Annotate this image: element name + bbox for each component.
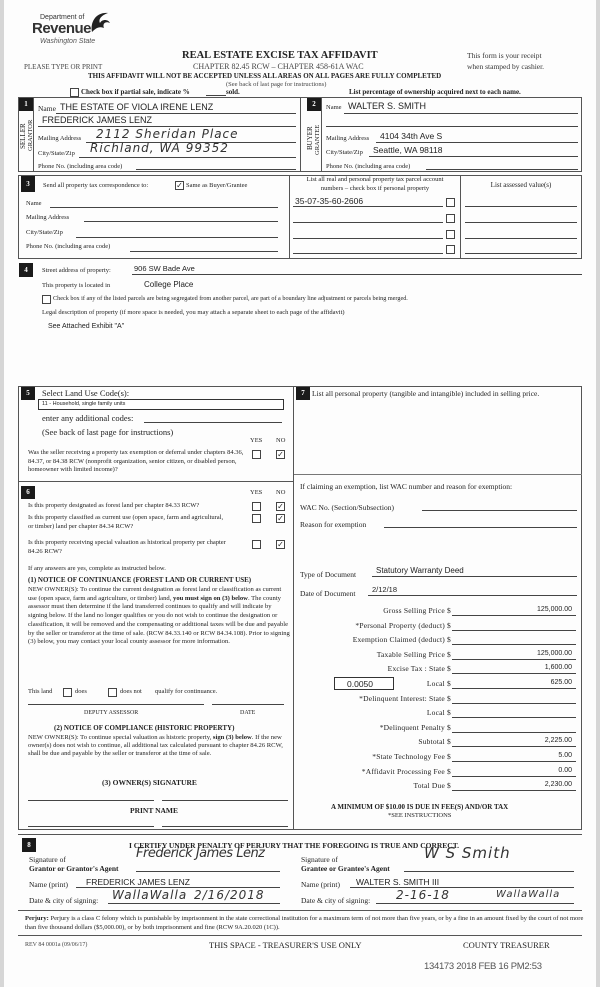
see-back-note: (See back of last page for instructions) [226, 81, 327, 88]
personal-property-label: List all personal property (tangible and intangible) included in selling price. [312, 389, 540, 398]
notice1-text-bold: you must sign on (3) below [173, 594, 248, 602]
current-use-yes-checkbox[interactable] [252, 514, 261, 523]
divider [321, 97, 322, 172]
seller-name-label: Name [38, 104, 56, 113]
tax-row-label: Gross Selling Price $ [383, 606, 451, 615]
grantee-signature-field[interactable] [404, 862, 574, 872]
exemption-reason-field[interactable] [384, 519, 577, 528]
logo-line-2: Revenue [32, 20, 92, 37]
wac-number-field[interactable] [422, 502, 577, 511]
section-8-badge: 8 [22, 838, 36, 852]
ownership-note: List percentage of ownership acquired next to each name. [349, 88, 521, 96]
notice-compliance-text [28, 734, 290, 758]
legal-description: See Attached Exhibit "A" [48, 323, 125, 330]
grantor-signature-label-2: Grantor or Grantor's Agent [29, 864, 119, 873]
correspondence-mailing-label: Mailing Address [26, 214, 70, 221]
personal-property-checkbox-4[interactable] [446, 245, 455, 254]
form-revision: REV 84 0001a (09/06/17) [25, 942, 88, 948]
assessed-value-field-2[interactable] [465, 214, 577, 223]
parcel-field-2[interactable] [293, 214, 443, 223]
grantee-name-label: Name (print) [301, 880, 340, 889]
logo-swirl-icon [88, 10, 112, 34]
document-type: Statutory Warranty Deed [376, 566, 464, 575]
tax-row-field[interactable] [452, 724, 576, 733]
county-treasurer-label: COUNTY TREASURER [463, 940, 550, 950]
section-2-badge: 2 [307, 98, 321, 111]
deputy-assessor-label: DEPUTY ASSESSOR [84, 710, 139, 716]
grantor-city: WallaWalla [112, 888, 188, 902]
document-date-label: Date of Document [300, 589, 356, 598]
correspondence-phone-field[interactable] [130, 243, 278, 252]
parcel-field-3[interactable] [293, 230, 443, 239]
personal-property-checkbox-3[interactable] [446, 230, 455, 239]
tax-row-label: Total Due $ [413, 781, 451, 790]
divider [18, 935, 582, 936]
no-header: NO [276, 437, 286, 444]
tax-row-value: 625.00 [550, 679, 572, 686]
land-use-select[interactable] [38, 399, 284, 410]
grantee-city: WallaWalla [496, 889, 561, 900]
section-1-badge: 1 [19, 98, 33, 111]
grantor-signature-label-1: Signature of [29, 855, 66, 864]
owner-print-name-line-2[interactable] [162, 826, 288, 827]
logo-line-1: Department of [40, 14, 85, 21]
this-land-label: This land [28, 688, 53, 695]
land-use-label: Select Land Use Code(s): [42, 388, 130, 398]
divider [300, 97, 301, 172]
current-use-question: Is this property classified as current use (open space, farm and agricultural, or timber) land per chapter 84.34 RCW? [28, 514, 224, 530]
tax-row-value: 125,000.00 [536, 606, 572, 613]
seller-phone-label: Phone No. (including area code) [38, 163, 123, 170]
buyer-phone-field[interactable] [426, 161, 578, 170]
divider [19, 481, 294, 482]
correspondence-city-field[interactable] [76, 229, 278, 238]
assessed-header: List assessed value(s) [490, 181, 552, 189]
notice2-text-bold: sign (3) below [212, 734, 252, 741]
tax-row-label: Exemption Claimed (deduct) $ [352, 635, 451, 644]
tax-row-value: 2,230.00 [544, 781, 572, 788]
seller-city: Richland, WA 99352 [90, 141, 229, 155]
notice-continuance-title: (1) NOTICE OF CONTINUANCE (FOREST LAND OR CURRENT USE) [28, 576, 252, 584]
dor-logo [32, 10, 122, 52]
divider [18, 910, 582, 911]
partial-sale-checkbox[interactable] [70, 88, 79, 97]
grantor-side-label: GRANTOR [27, 119, 34, 151]
buyer-mailing: 4104 34th Ave S [380, 131, 443, 141]
warning-banner: THIS AFFIDAVIT WILL NOT BE ACCEPTED UNLESS ALL AREAS ON ALL PAGES ARE FULLY COMPLETED [88, 72, 442, 80]
divider [460, 175, 461, 259]
buyer-city: Seattle, WA 98118 [373, 145, 443, 155]
tax-row-label: Local $ [426, 708, 451, 717]
seller-name-2: FREDERICK JAMES LENZ [42, 115, 153, 125]
tax-row-field[interactable] [452, 695, 576, 704]
deputy-assessor-signature-line[interactable] [28, 704, 204, 705]
correspondence-city-label: City/State/Zip [26, 229, 63, 236]
certification-statement: I CERTIFY UNDER PENALTY OF PERJURY THAT THE FOREGOING IS TRUE AND CORRECT. [129, 841, 460, 850]
correspondence-name-field[interactable] [50, 199, 278, 208]
buyer-city-label: City/State/Zip [326, 149, 363, 156]
section-3-badge: 3 [21, 176, 35, 192]
document-type-label: Type of Document [300, 570, 357, 579]
owner-print-name-line-1[interactable] [28, 826, 154, 827]
partial-sale-percent-field[interactable] [206, 88, 226, 96]
correspondence-name-label: Name [26, 200, 42, 207]
correspondence-phone-label: Phone No. (including area code) [26, 243, 111, 250]
same-as-buyer-label: Same as Buyer/Grantee [186, 182, 248, 189]
street-address-label: Street address of property: [42, 267, 111, 274]
divider [289, 175, 290, 259]
seller-name-1: THE ESTATE OF VIOLA IRENE LENZ [60, 102, 214, 112]
land-use-see-back: (See back of last page for instructions) [42, 427, 174, 437]
notice-compliance-title: (2) NOTICE OF COMPLIANCE (HISTORIC PROPERTY) [54, 724, 235, 732]
current-use-no-checkbox[interactable]: ✓ [277, 514, 284, 523]
divider [18, 834, 582, 835]
assessed-value-field-3[interactable] [465, 230, 577, 239]
seller-side-label: SELLER [19, 123, 27, 149]
exemption-no-checkbox[interactable]: ✓ [277, 450, 284, 459]
forest-land-question: Is this property designated as forest land per chapter 84.33 RCW? [28, 502, 200, 509]
buyer-side-label: BUYER [306, 126, 314, 150]
tax-row-label: Subtotal $ [418, 737, 451, 746]
street-address-field[interactable] [132, 265, 582, 275]
buyer-phone-label: Phone No. (including area code) [326, 163, 411, 170]
assessor-date-label: DATE [240, 710, 256, 716]
form-chapter: CHAPTER 82.45 RCW – CHAPTER 458-61A WAC [193, 62, 364, 71]
notice2-text-b: . If the new owner(s) does not wish to continue, all additional tax calculated pursuant to chapter 84.26 RCW, shall be due and payable by the seller or transferor at the time of sale. [28, 734, 283, 757]
segregated-label: Check box if any of the listed parcels are being segregated from another parcel, are part of a boundary line adjustment or parcels being merged. [53, 295, 408, 302]
buyer-mailing-label: Mailing Address [326, 135, 370, 142]
tax-row-label: Excise Tax : State $ [387, 664, 451, 673]
seller-mailing-label: Mailing Address [38, 135, 82, 142]
parcel-header-2: numbers – check box if personal property [320, 185, 430, 192]
tax-row-value: 5.00 [558, 752, 572, 759]
grantee-signature: W S Smith [424, 844, 511, 862]
if-yes-note: If any answers are yes, complete as instructed below. [28, 565, 166, 572]
grantor-signature: Frederick James Lenz [136, 846, 265, 861]
tax-row-label: *Personal Property (deduct) $ [355, 621, 451, 630]
exemption-reason-label: Reason for exemption [300, 520, 367, 529]
divider [294, 474, 582, 475]
please-type-label: PLEASE TYPE OR PRINT [24, 63, 103, 71]
grantee-signature-label-1: Signature of [301, 855, 338, 864]
qualify-label: qualify for continuance. [155, 688, 218, 695]
seller-mailing: 2112 Sheridan Place [96, 127, 239, 141]
yes-header: YES [250, 489, 263, 496]
perjury-text: Perjury is a class C felony which is punishable by imprisonment in the state correctional institution for a maximum term of not more than five years, or by a fine in an amount fixed by the court of not more than five thousand dollars ($5,000.00), or by both imprisonment and fine (RCW 9A.20.020 (1C)). [25, 915, 584, 931]
segregated-checkbox[interactable] [42, 295, 51, 304]
notice2-text-a: NEW OWNER(S): To continue special valuation as historic property, [28, 734, 212, 741]
grantee-date: 2-16-18 [396, 888, 450, 902]
treasurer-use-label: THIS SPACE - TREASURER'S USE ONLY [209, 940, 362, 950]
tax-row-label: *State Technology Fee $ [372, 752, 451, 761]
exemption-question: Was the seller receiving a property tax exemption or deferral under chapters 84.36, 84.37, or 84.38 RCW (nonprofit organization, senior citizen, or disabled person, homeowner with limited income)? [28, 449, 244, 473]
grantor-name: FREDERICK JAMES LENZ [86, 877, 190, 887]
affidavit-page [4, 0, 596, 987]
document-date-field[interactable] [368, 586, 577, 596]
land-use-value: 11 - Household, single family units [42, 401, 126, 407]
parcel-field-4[interactable] [293, 245, 443, 254]
does-qualify-checkbox[interactable] [63, 688, 72, 697]
owner-signature-title: (3) OWNER(S) SIGNATURE [102, 778, 197, 787]
tax-row-value: 2,225.00 [544, 737, 572, 744]
notice1-text-b: . The county assessor must then determine if the land transferred continues to qualify and will indicate by signing below. If the land no longer qualifies or you do not wish to continue the designation or classification, it will be removed and the compensating or additional taxes will be due and payable by the seller or transferor at the time of sale. (RCW 84.33.140 or RCW 84.34.108). Prior to signing (3) below, you may contact your local county assessor for more information. [28, 594, 290, 646]
located-in-value: College Place [144, 280, 194, 289]
send-correspondence-label: Send all property tax correspondence to: [43, 182, 149, 189]
perjury-warning [25, 914, 585, 932]
receipt-note-2: when stamped by cashier. [467, 62, 545, 71]
buyer-name-2-field[interactable] [326, 116, 578, 127]
section-5-badge: 5 [21, 387, 35, 400]
exemption-yes-checkbox[interactable] [252, 450, 261, 459]
no-header: NO [276, 489, 286, 496]
tax-row-value: 0.00 [558, 767, 572, 774]
grantor-signature-field[interactable] [136, 862, 280, 872]
tax-row-value: 1,600.00 [544, 664, 572, 671]
section-6-badge: 6 [21, 486, 35, 499]
minimum-due-note: A MINIMUM OF $10.00 IS DUE IN FEE(S) AND/OR TAX [331, 803, 509, 811]
tax-row-label: *Affidavit Processing Fee $ [361, 767, 451, 776]
owner-signature-line-2[interactable] [162, 800, 288, 801]
partial-sale-label: Check box if partial sale, indicate % [81, 88, 190, 96]
tax-row-field[interactable] [452, 709, 576, 718]
local-rate: 0.0050 [347, 679, 373, 689]
seller-city-label: City/State/Zip [38, 150, 75, 157]
receipt-note-1: This form is your receipt [467, 51, 542, 60]
cashier-stamp: 134173 2018 FEB 16 PM2:53 [424, 961, 542, 972]
does-label: does [75, 688, 87, 695]
forest-land-yes-checkbox[interactable] [252, 502, 261, 511]
historic-no-checkbox[interactable]: ✓ [277, 540, 284, 549]
tax-row-label: *Delinquent Interest: State $ [359, 694, 451, 703]
seller-phone-field[interactable] [136, 161, 296, 170]
wac-number-label: WAC No. (Section/Subsection) [300, 503, 394, 512]
see-instructions-note: *SEE INSTRUCTIONS [388, 812, 452, 819]
grantor-name-label: Name (print) [29, 880, 68, 889]
historic-question: Is this property receiving special valuation as historical property per chapter 84.26 RCW? [28, 539, 226, 555]
perjury-bold: Perjury: [25, 915, 49, 922]
street-address: 906 SW Bade Ave [134, 264, 195, 273]
tax-row-label: Taxable Selling Price $ [376, 650, 451, 659]
print-name-label: PRINT NAME [130, 806, 178, 815]
buyer-name-1: WALTER S. SMITH [348, 101, 427, 111]
assessed-value-field-4[interactable] [465, 245, 577, 254]
grantee-date-label: Date & city of signing: [301, 896, 371, 905]
grantor-date: 2/16/2018 [194, 888, 265, 902]
grantee-signature-label-2: Grantee or Grantee's Agent [301, 864, 390, 873]
assessed-value-field-1[interactable] [465, 198, 577, 207]
correspondence-mailing-field[interactable] [84, 213, 278, 222]
yes-header: YES [250, 437, 263, 444]
parcel-number-1: 35-07-35-60-2606 [295, 196, 364, 206]
grantor-date-label: Date & city of signing: [29, 896, 99, 905]
document-date: 2/12/18 [372, 585, 398, 594]
notice1-text-a: NEW OWNER(S): To continue the current designation as forest land or classification as current use (open space, farm and agriculture, or timber) land, [28, 586, 282, 602]
buyer-name-label: Name [326, 104, 342, 111]
logo-line-3: Washington State [40, 38, 96, 45]
personal-property-checkbox-2[interactable] [446, 214, 455, 223]
notice-continuance-text [28, 586, 290, 647]
assessor-date-line[interactable] [212, 704, 284, 705]
additional-codes-field[interactable] [144, 414, 282, 423]
grantee-name: WALTER S. SMITH III [356, 877, 440, 887]
same-as-buyer-checkbox[interactable]: ✓ [176, 181, 183, 190]
located-in-label: This property is located in [42, 282, 111, 289]
forest-land-no-checkbox[interactable]: ✓ [277, 502, 284, 511]
parcel-header-1: List all real and personal property tax parcel account [306, 176, 444, 183]
owner-signature-line-1[interactable] [28, 800, 154, 801]
exemption-claim-label: If claiming an exemption, list WAC number and reason for exemption: [300, 482, 513, 491]
grantee-side-label: GRANTEE [314, 124, 321, 156]
tax-row-field[interactable] [452, 622, 576, 631]
legal-description-label: Legal description of property (if more space is needed, you may attach a separate sheet to each page of the affidavit) [42, 309, 345, 316]
personal-property-checkbox-1[interactable] [446, 198, 455, 207]
form-title: REAL ESTATE EXCISE TAX AFFIDAVIT [182, 50, 378, 61]
tax-row-value: 125,000.00 [536, 650, 572, 657]
additional-codes-label: enter any additional codes: [42, 413, 134, 423]
partial-sale-sold: sold. [226, 88, 240, 96]
tax-row-field[interactable] [452, 636, 576, 645]
does-not-label: does not [120, 688, 142, 695]
tax-row-label: *Delinquent Penalty $ [379, 723, 451, 732]
historic-yes-checkbox[interactable] [252, 540, 261, 549]
section-4-badge: 4 [19, 263, 33, 277]
does-not-qualify-checkbox[interactable] [108, 688, 117, 697]
section-7-badge: 7 [296, 387, 310, 400]
tax-row-label: Local $ [426, 679, 451, 688]
